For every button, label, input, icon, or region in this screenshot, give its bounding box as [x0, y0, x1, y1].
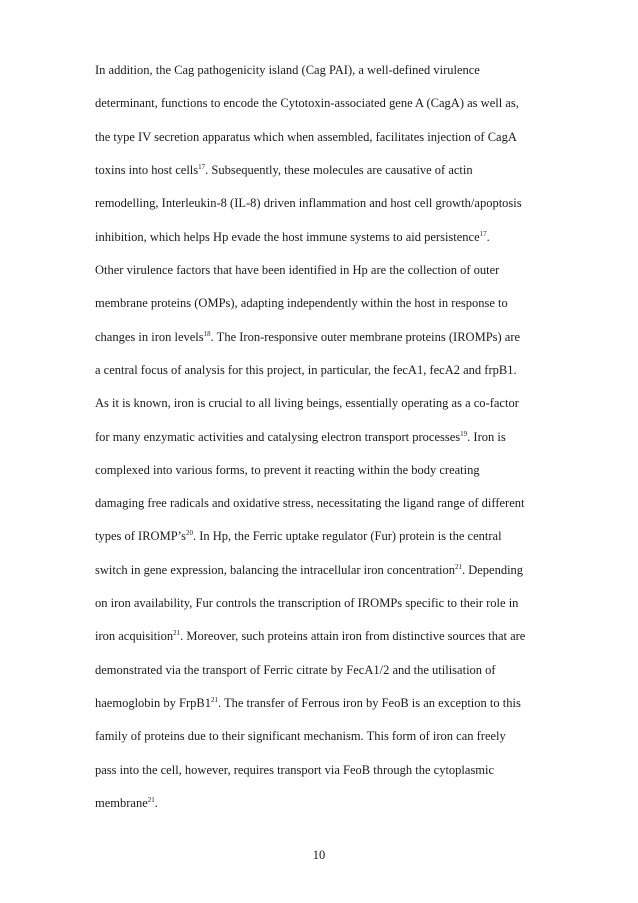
text-line [95, 129, 517, 145]
text-segment: determinant, functions to encode the Cytotoxin-associated gene A (CagA) as well as, [95, 96, 519, 111]
text-segment: iron acquisition [95, 629, 174, 644]
text-line [95, 95, 519, 111]
text-segment: . Depending [461, 562, 524, 577]
text-line [95, 429, 506, 445]
text-segment: inhibition, which helps Hp evade the host immune systems to aid persistence [95, 229, 480, 244]
citation-superscript: 17 [479, 229, 487, 238]
text-segment: . Moreover, such proteins attain iron from distinctive sources that are [180, 629, 526, 644]
citation-superscript: 19 [460, 429, 468, 438]
citation-superscript: 17 [198, 162, 206, 171]
text-segment: pass into the cell, however, requires transport via FeoB through the cytoplasmic [95, 762, 495, 777]
text-segment: Other virulence factors that have been identified in Hp are the collection of outer [95, 263, 500, 277]
text-line [95, 528, 502, 544]
text-line [95, 362, 517, 378]
text-segment: for many enzymatic activities and catalysing electron transport processes [95, 429, 461, 444]
text-segment: membrane [95, 795, 148, 810]
text-segment: switch in gene expression, balancing the intracellular iron concentration [95, 562, 455, 577]
citation-superscript: 21 [147, 795, 155, 804]
text-line [95, 195, 522, 211]
text-segment: haemoglobin by FrpB1 [95, 695, 211, 710]
text-segment: a central focus of analysis for this project, in particular, the fecA1, fecA2 and frpB1. [95, 362, 517, 377]
text-line [95, 595, 518, 611]
text-segment: . The transfer of Ferrous iron by FeoB is an exception to this [217, 695, 521, 710]
text-line [95, 762, 494, 778]
text-line [95, 695, 521, 711]
text-segment: the type IV secretion apparatus which when assembled, facilitates injection of CagA [95, 129, 517, 144]
text-segment: types of IROMP’s [95, 529, 186, 544]
citation-superscript: 21 [173, 629, 181, 638]
text-segment: changes in iron levels [95, 329, 204, 344]
text-segment: . [154, 795, 158, 810]
text-segment: damaging free radicals and oxidative stress, necessitating the ligand range of different [95, 496, 525, 511]
text-segment: . Subsequently, these molecules are causative of actin [205, 162, 473, 177]
citation-superscript: 18 [203, 329, 211, 338]
text-line [95, 395, 519, 411]
text-segment: membrane proteins (OMPs), adapting independently within the host in response to [95, 296, 508, 311]
text-line [95, 329, 520, 345]
text-segment: toxins into host cells [95, 162, 199, 177]
text-line [95, 295, 508, 311]
text-segment: As it is known, iron is crucial to all living beings, essentially operating as a co-factor [95, 396, 519, 411]
text-segment: demonstrated via the transport of Ferric citrate by FecA1/2 and the utilisation of [95, 662, 496, 677]
text-line [95, 628, 525, 644]
text-segment: on iron availability, Fur controls the transcription of IROMPs specific to their role in [95, 596, 519, 610]
text-segment: . Iron is [467, 429, 506, 444]
citation-superscript: 21 [454, 562, 462, 571]
text-line [95, 495, 524, 511]
page-number: 10 [312, 848, 326, 862]
text-segment: In addition, the Cag pathogenicity island (Cag PAI), a well-defined virulence [95, 63, 480, 77]
citation-superscript: 21 [210, 695, 218, 704]
text-line [95, 229, 490, 245]
text-line [95, 562, 523, 578]
citation-superscript: 20 [185, 529, 193, 538]
text-segment: remodelling, Interleukin-8 (IL-8) driven inflammation and host cell growth/apoptosis [95, 196, 522, 211]
text-segment: . The Iron-responsive outer membrane proteins (IROMPs) are [210, 329, 521, 344]
text-segment: . In Hp, the Ferric uptake regulator (Fur) protein is the central [192, 529, 502, 544]
text-line [95, 662, 496, 678]
text-line [95, 262, 499, 278]
text-line [95, 728, 506, 744]
text-line [95, 162, 473, 178]
text-segment: family of proteins due to their significant mechanism. This form of iron can freely [95, 729, 506, 744]
text-segment: . [486, 229, 490, 244]
text-segment: complexed into various forms, to prevent it reacting within the body creating [95, 462, 480, 477]
text-line [95, 795, 158, 811]
text-line [95, 462, 480, 478]
text-line [95, 62, 480, 78]
